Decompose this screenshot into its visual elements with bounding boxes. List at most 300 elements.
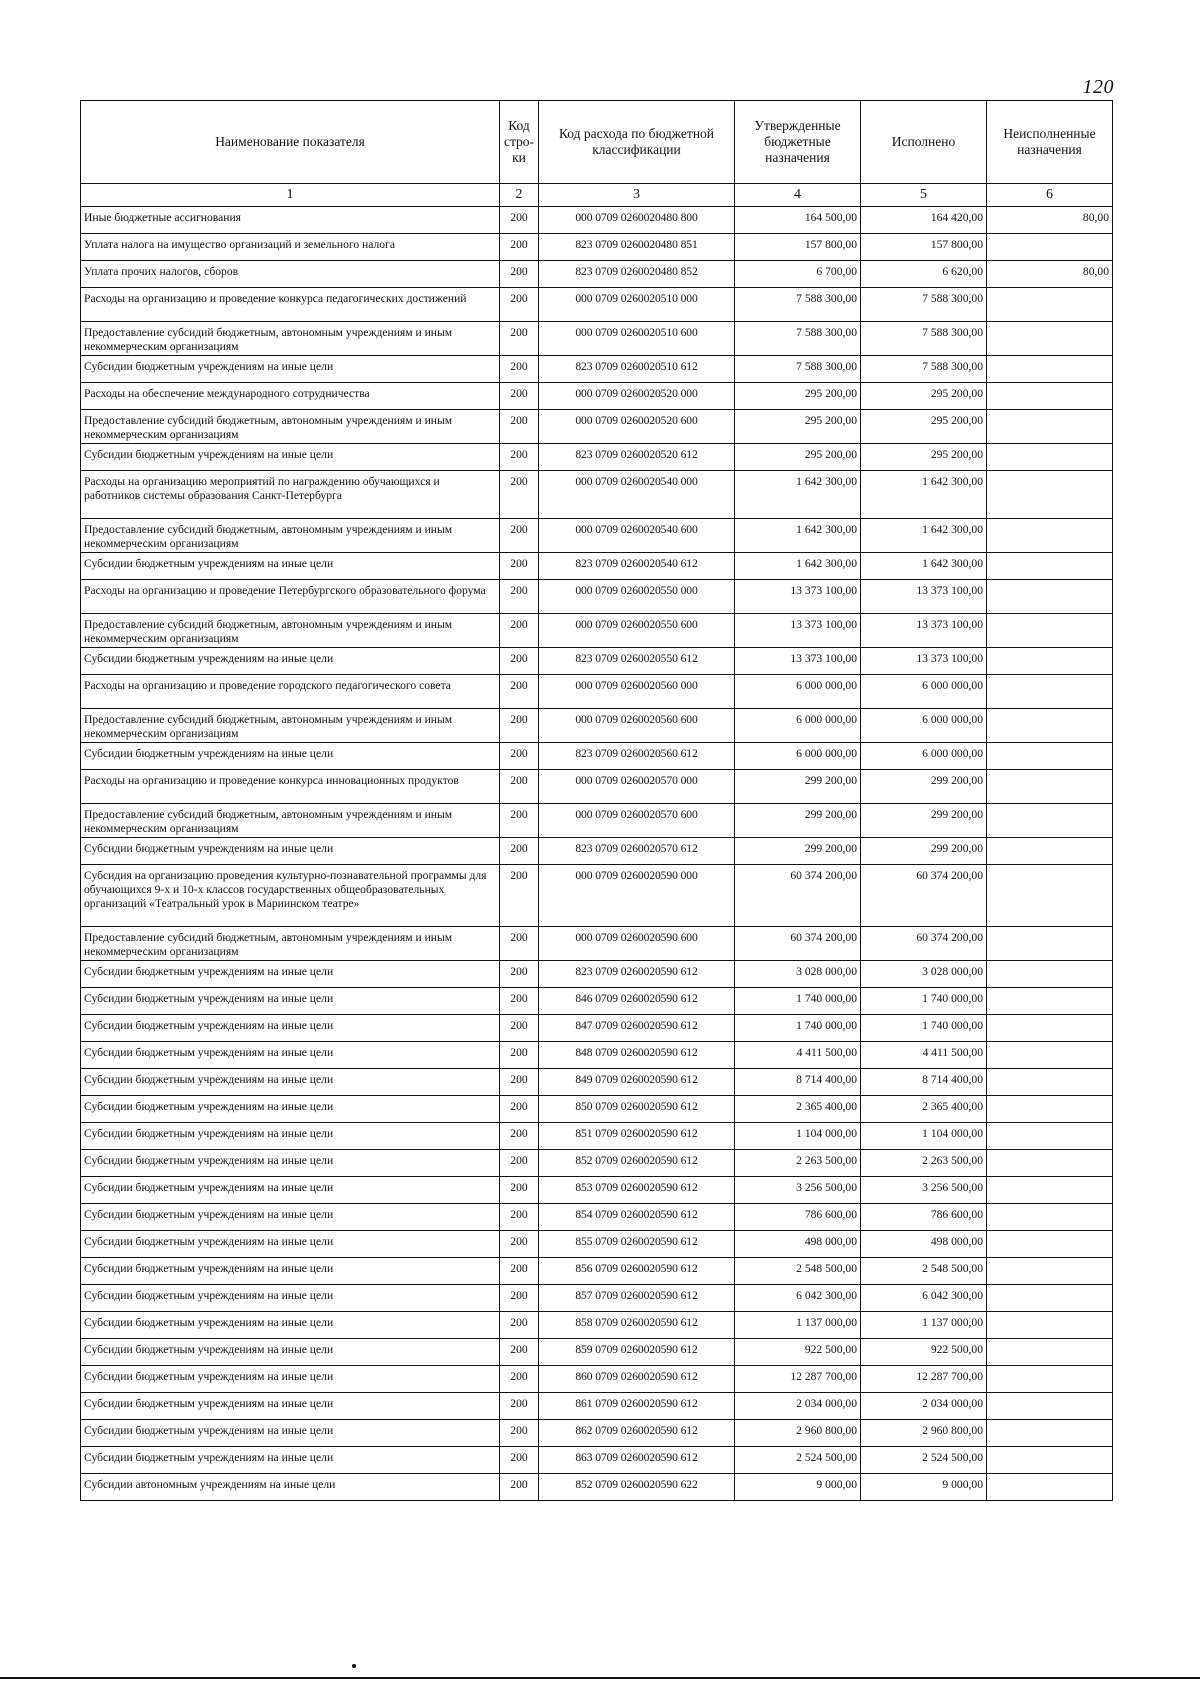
row-unexecuted [987, 1474, 1113, 1501]
row-unexecuted [987, 1366, 1113, 1393]
row-expense-code: 000 0709 0260020590 000 [539, 865, 735, 927]
row-expense-code: 849 0709 0260020590 612 [539, 1069, 735, 1096]
table-row [81, 471, 1113, 519]
row-approved: 299 200,00 [735, 770, 861, 804]
row-name: Расходы на организацию и проведение городского педагогического совета [81, 675, 500, 709]
row-approved: 1 642 300,00 [735, 471, 861, 519]
row-line-code: 200 [500, 261, 539, 288]
row-unexecuted [987, 1285, 1113, 1312]
row-line-code: 200 [500, 927, 539, 961]
row-expense-code: 863 0709 0260020590 612 [539, 1447, 735, 1474]
table-row [81, 1042, 1113, 1069]
row-line-code: 200 [500, 865, 539, 927]
row-name: Субсидии бюджетным учреждениям на иные цели [81, 1150, 500, 1177]
row-line-code: 200 [500, 1069, 539, 1096]
table-row [81, 1123, 1113, 1150]
row-approved: 1 740 000,00 [735, 1015, 861, 1042]
row-unexecuted [987, 1393, 1113, 1420]
row-name: Субсидии бюджетным учреждениям на иные цели [81, 356, 500, 383]
row-expense-code: 823 0709 0260020510 612 [539, 356, 735, 383]
row-expense-code: 823 0709 0260020520 612 [539, 444, 735, 471]
row-expense-code: 000 0709 0260020510 600 [539, 322, 735, 356]
row-name: Уплата прочих налогов, сборов [81, 261, 500, 288]
row-name: Субсидии бюджетным учреждениям на иные цели [81, 1393, 500, 1420]
row-executed: 13 373 100,00 [861, 580, 987, 614]
table-row [81, 519, 1113, 553]
table-row [81, 444, 1113, 471]
row-approved: 6 000 000,00 [735, 743, 861, 770]
row-approved: 299 200,00 [735, 838, 861, 865]
column-number: 3 [539, 184, 735, 207]
table-row [81, 1177, 1113, 1204]
row-approved: 3 256 500,00 [735, 1177, 861, 1204]
table-row [81, 322, 1113, 356]
row-approved: 4 411 500,00 [735, 1042, 861, 1069]
row-executed: 13 373 100,00 [861, 648, 987, 675]
row-executed: 7 588 300,00 [861, 322, 987, 356]
header-unexecuted: Неисполненные назначения [987, 101, 1113, 184]
row-executed: 8 714 400,00 [861, 1069, 987, 1096]
row-approved: 7 588 300,00 [735, 288, 861, 322]
row-name: Расходы на организацию и проведение конкурса педагогических достижений [81, 288, 500, 322]
row-unexecuted [987, 648, 1113, 675]
row-name: Субсидии бюджетным учреждениям на иные цели [81, 1447, 500, 1474]
row-unexecuted [987, 675, 1113, 709]
row-expense-code: 852 0709 0260020590 622 [539, 1474, 735, 1501]
row-name: Субсидии бюджетным учреждениям на иные цели [81, 961, 500, 988]
table-row [81, 865, 1113, 927]
row-name: Предоставление субсидий бюджетным, автономным учреждениям и иным некоммерческим организациям [81, 804, 500, 838]
row-unexecuted [987, 1312, 1113, 1339]
column-number: 4 [735, 184, 861, 207]
row-approved: 6 042 300,00 [735, 1285, 861, 1312]
row-executed: 2 548 500,00 [861, 1258, 987, 1285]
row-approved: 295 200,00 [735, 444, 861, 471]
row-unexecuted: 80,00 [987, 261, 1113, 288]
table-row [81, 743, 1113, 770]
row-expense-code: 000 0709 0260020540 000 [539, 471, 735, 519]
row-expense-code: 823 0709 0260020560 612 [539, 743, 735, 770]
row-unexecuted [987, 580, 1113, 614]
table-row [81, 1339, 1113, 1366]
table-row [81, 261, 1113, 288]
row-executed: 164 420,00 [861, 207, 987, 234]
row-name: Субсидии бюджетным учреждениям на иные цели [81, 1177, 500, 1204]
row-name: Предоставление субсидий бюджетным, автономным учреждениям и иным некоммерческим организациям [81, 519, 500, 553]
row-line-code: 200 [500, 410, 539, 444]
row-line-code: 200 [500, 1096, 539, 1123]
row-name: Уплата налога на имущество организаций и земельного налога [81, 234, 500, 261]
row-expense-code: 000 0709 0260020570 600 [539, 804, 735, 838]
budget-execution-table [80, 100, 1113, 1501]
row-approved: 2 365 400,00 [735, 1096, 861, 1123]
row-expense-code: 853 0709 0260020590 612 [539, 1177, 735, 1204]
row-expense-code: 000 0709 0260020550 600 [539, 614, 735, 648]
row-line-code: 200 [500, 1312, 539, 1339]
table-row [81, 988, 1113, 1015]
row-expense-code: 860 0709 0260020590 612 [539, 1366, 735, 1393]
row-executed: 299 200,00 [861, 838, 987, 865]
row-line-code: 200 [500, 743, 539, 770]
row-line-code: 200 [500, 1015, 539, 1042]
row-name: Субсидии бюджетным учреждениям на иные цели [81, 444, 500, 471]
table-row [81, 1420, 1113, 1447]
row-line-code: 200 [500, 1042, 539, 1069]
row-executed: 1 104 000,00 [861, 1123, 987, 1150]
row-executed: 295 200,00 [861, 444, 987, 471]
row-line-code: 200 [500, 1258, 539, 1285]
table-row [81, 288, 1113, 322]
row-expense-code: 000 0709 0260020560 000 [539, 675, 735, 709]
row-line-code: 200 [500, 1177, 539, 1204]
row-approved: 9 000,00 [735, 1474, 861, 1501]
row-expense-code: 823 0709 0260020480 851 [539, 234, 735, 261]
row-unexecuted [987, 356, 1113, 383]
row-line-code: 200 [500, 961, 539, 988]
row-executed: 299 200,00 [861, 804, 987, 838]
column-number: 1 [81, 184, 500, 207]
table-row [81, 1015, 1113, 1042]
header-executed: Исполнено [861, 101, 987, 184]
row-expense-code: 823 0709 0260020570 612 [539, 838, 735, 865]
row-unexecuted [987, 838, 1113, 865]
row-approved: 60 374 200,00 [735, 927, 861, 961]
row-unexecuted [987, 1339, 1113, 1366]
table-row [81, 356, 1113, 383]
row-executed: 2 263 500,00 [861, 1150, 987, 1177]
row-line-code: 200 [500, 444, 539, 471]
row-approved: 8 714 400,00 [735, 1069, 861, 1096]
row-approved: 2 524 500,00 [735, 1447, 861, 1474]
row-line-code: 200 [500, 1366, 539, 1393]
table-row [81, 1069, 1113, 1096]
row-expense-code: 823 0709 0260020480 852 [539, 261, 735, 288]
row-approved: 299 200,00 [735, 804, 861, 838]
row-name: Субсидии бюджетным учреждениям на иные цели [81, 1285, 500, 1312]
row-expense-code: 850 0709 0260020590 612 [539, 1096, 735, 1123]
row-unexecuted [987, 709, 1113, 743]
row-unexecuted [987, 553, 1113, 580]
row-name: Субсидии бюджетным учреждениям на иные цели [81, 1339, 500, 1366]
table-row [81, 838, 1113, 865]
row-name: Субсидии автономным учреждениям на иные цели [81, 1474, 500, 1501]
row-executed: 12 287 700,00 [861, 1366, 987, 1393]
row-unexecuted [987, 410, 1113, 444]
row-executed: 786 600,00 [861, 1204, 987, 1231]
row-expense-code: 000 0709 0260020590 600 [539, 927, 735, 961]
row-unexecuted [987, 988, 1113, 1015]
row-unexecuted [987, 288, 1113, 322]
row-expense-code: 848 0709 0260020590 612 [539, 1042, 735, 1069]
row-name: Субсидии бюджетным учреждениям на иные цели [81, 743, 500, 770]
row-line-code: 200 [500, 1339, 539, 1366]
table-row [81, 770, 1113, 804]
table-row [81, 1258, 1113, 1285]
table-body [81, 207, 1113, 1501]
row-line-code: 200 [500, 988, 539, 1015]
row-unexecuted [987, 1123, 1113, 1150]
row-name: Субсидии бюджетным учреждениям на иные цели [81, 1231, 500, 1258]
row-approved: 13 373 100,00 [735, 580, 861, 614]
table-header-row [81, 101, 1113, 184]
row-expense-code: 823 0709 0260020590 612 [539, 961, 735, 988]
row-expense-code: 854 0709 0260020590 612 [539, 1204, 735, 1231]
row-expense-code: 000 0709 0260020550 000 [539, 580, 735, 614]
row-unexecuted [987, 383, 1113, 410]
row-executed: 498 000,00 [861, 1231, 987, 1258]
row-line-code: 200 [500, 234, 539, 261]
row-executed: 6 000 000,00 [861, 743, 987, 770]
table-row [81, 1366, 1113, 1393]
row-name: Расходы на организацию и проведение конкурса инновационных продуктов [81, 770, 500, 804]
row-name: Субсидии бюджетным учреждениям на иные цели [81, 648, 500, 675]
row-approved: 7 588 300,00 [735, 322, 861, 356]
row-name: Предоставление субсидий бюджетным, автономным учреждениям и иным некоммерческим организациям [81, 322, 500, 356]
row-line-code: 200 [500, 614, 539, 648]
row-name: Субсидии бюджетным учреждениям на иные цели [81, 838, 500, 865]
row-approved: 2 034 000,00 [735, 1393, 861, 1420]
row-executed: 922 500,00 [861, 1339, 987, 1366]
row-line-code: 200 [500, 207, 539, 234]
row-line-code: 200 [500, 1123, 539, 1150]
row-line-code: 200 [500, 288, 539, 322]
row-approved: 13 373 100,00 [735, 614, 861, 648]
row-name: Субсидии бюджетным учреждениям на иные цели [81, 1204, 500, 1231]
column-number: 5 [861, 184, 987, 207]
table-row [81, 207, 1113, 234]
table-row [81, 709, 1113, 743]
row-line-code: 200 [500, 838, 539, 865]
row-unexecuted [987, 614, 1113, 648]
table-row [81, 1096, 1113, 1123]
table-row [81, 614, 1113, 648]
row-executed: 60 374 200,00 [861, 865, 987, 927]
row-approved: 295 200,00 [735, 383, 861, 410]
row-unexecuted [987, 322, 1113, 356]
row-approved: 13 373 100,00 [735, 648, 861, 675]
table-row [81, 1474, 1113, 1501]
row-unexecuted [987, 1447, 1113, 1474]
row-executed: 6 620,00 [861, 261, 987, 288]
row-executed: 2 960 800,00 [861, 1420, 987, 1447]
row-unexecuted [987, 804, 1113, 838]
row-line-code: 200 [500, 1285, 539, 1312]
row-unexecuted [987, 1204, 1113, 1231]
row-unexecuted [987, 1015, 1113, 1042]
row-name: Предоставление субсидий бюджетным, автономным учреждениям и иным некоммерческим организациям [81, 927, 500, 961]
page-number: 120 [1082, 76, 1114, 98]
header-approved: Утвержденные бюджетные назначения [735, 101, 861, 184]
row-line-code: 200 [500, 1474, 539, 1501]
row-unexecuted [987, 1150, 1113, 1177]
row-name: Предоставление субсидий бюджетным, автономным учреждениям и иным некоммерческим организациям [81, 410, 500, 444]
row-approved: 6 700,00 [735, 261, 861, 288]
table-row [81, 1312, 1113, 1339]
column-number: 6 [987, 184, 1113, 207]
table-row [81, 804, 1113, 838]
table-row [81, 580, 1113, 614]
row-line-code: 200 [500, 1393, 539, 1420]
row-expense-code: 859 0709 0260020590 612 [539, 1339, 735, 1366]
row-unexecuted [987, 444, 1113, 471]
row-line-code: 200 [500, 675, 539, 709]
row-line-code: 200 [500, 1231, 539, 1258]
row-unexecuted [987, 471, 1113, 519]
row-unexecuted [987, 743, 1113, 770]
header-line-code: Код стро-ки [500, 101, 539, 184]
row-name: Субсидия на организацию проведения культурно-познавательной программы для обучающихся 9-х и 10-х классов государственных общеобразовательных организаций «Театральный урок в Мариинском театре» [81, 865, 500, 927]
table-row [81, 1393, 1113, 1420]
row-approved: 164 500,00 [735, 207, 861, 234]
row-expense-code: 000 0709 0260020520 600 [539, 410, 735, 444]
table-row [81, 1150, 1113, 1177]
row-unexecuted [987, 1258, 1113, 1285]
row-approved: 7 588 300,00 [735, 356, 861, 383]
row-approved: 3 028 000,00 [735, 961, 861, 988]
row-name: Субсидии бюджетным учреждениям на иные цели [81, 1312, 500, 1339]
row-executed: 1 642 300,00 [861, 471, 987, 519]
row-line-code: 200 [500, 580, 539, 614]
table-row [81, 234, 1113, 261]
row-executed: 60 374 200,00 [861, 927, 987, 961]
row-unexecuted [987, 234, 1113, 261]
header-expense-code: Код расхода по бюджетной классификации [539, 101, 735, 184]
column-number-row [81, 184, 1113, 207]
row-name: Субсидии бюджетным учреждениям на иные цели [81, 1042, 500, 1069]
row-name: Расходы на обеспечение международного сотрудничества [81, 383, 500, 410]
row-executed: 3 028 000,00 [861, 961, 987, 988]
row-line-code: 200 [500, 1420, 539, 1447]
row-line-code: 200 [500, 519, 539, 553]
row-name: Субсидии бюджетным учреждениям на иные цели [81, 1420, 500, 1447]
row-executed: 295 200,00 [861, 383, 987, 410]
row-executed: 3 256 500,00 [861, 1177, 987, 1204]
table-row [81, 961, 1113, 988]
row-line-code: 200 [500, 383, 539, 410]
row-approved: 1 642 300,00 [735, 553, 861, 580]
row-unexecuted [987, 1042, 1113, 1069]
row-unexecuted [987, 1420, 1113, 1447]
row-name: Субсидии бюджетным учреждениям на иные цели [81, 1015, 500, 1042]
row-line-code: 200 [500, 1447, 539, 1474]
table-row [81, 675, 1113, 709]
row-expense-code: 858 0709 0260020590 612 [539, 1312, 735, 1339]
column-number: 2 [500, 184, 539, 207]
header-indicator-name: Наименование показателя [81, 101, 500, 184]
row-name: Субсидии бюджетным учреждениям на иные цели [81, 1069, 500, 1096]
row-unexecuted [987, 1069, 1113, 1096]
row-approved: 786 600,00 [735, 1204, 861, 1231]
row-approved: 1 740 000,00 [735, 988, 861, 1015]
row-expense-code: 000 0709 0260020480 800 [539, 207, 735, 234]
row-approved: 1 642 300,00 [735, 519, 861, 553]
row-expense-code: 851 0709 0260020590 612 [539, 1123, 735, 1150]
row-line-code: 200 [500, 1204, 539, 1231]
row-executed: 7 588 300,00 [861, 288, 987, 322]
row-executed: 6 000 000,00 [861, 709, 987, 743]
row-line-code: 200 [500, 356, 539, 383]
row-approved: 1 104 000,00 [735, 1123, 861, 1150]
row-name: Расходы на организацию и проведение Петербургского образовательного форума [81, 580, 500, 614]
row-expense-code: 823 0709 0260020550 612 [539, 648, 735, 675]
row-line-code: 200 [500, 1150, 539, 1177]
row-expense-code: 862 0709 0260020590 612 [539, 1420, 735, 1447]
row-approved: 6 000 000,00 [735, 709, 861, 743]
table-row [81, 1447, 1113, 1474]
table-row [81, 648, 1113, 675]
table-row [81, 383, 1113, 410]
row-name: Субсидии бюджетным учреждениям на иные цели [81, 1123, 500, 1150]
row-expense-code: 861 0709 0260020590 612 [539, 1393, 735, 1420]
row-executed: 7 588 300,00 [861, 356, 987, 383]
row-approved: 6 000 000,00 [735, 675, 861, 709]
row-unexecuted [987, 1177, 1113, 1204]
table-row [81, 410, 1113, 444]
row-unexecuted [987, 865, 1113, 927]
row-approved: 922 500,00 [735, 1339, 861, 1366]
row-approved: 295 200,00 [735, 410, 861, 444]
row-name: Субсидии бюджетным учреждениям на иные цели [81, 1366, 500, 1393]
row-name: Предоставление субсидий бюджетным, автономным учреждениям и иным некоммерческим организациям [81, 614, 500, 648]
row-approved: 157 800,00 [735, 234, 861, 261]
row-approved: 60 374 200,00 [735, 865, 861, 927]
row-expense-code: 852 0709 0260020590 612 [539, 1150, 735, 1177]
row-executed: 295 200,00 [861, 410, 987, 444]
row-expense-code: 000 0709 0260020540 600 [539, 519, 735, 553]
row-expense-code: 857 0709 0260020590 612 [539, 1285, 735, 1312]
row-expense-code: 000 0709 0260020510 000 [539, 288, 735, 322]
row-name: Иные бюджетные ассигнования [81, 207, 500, 234]
row-executed: 6 042 300,00 [861, 1285, 987, 1312]
row-unexecuted [987, 1096, 1113, 1123]
scan-speck [352, 1664, 356, 1668]
table-row [81, 1204, 1113, 1231]
row-expense-code: 856 0709 0260020590 612 [539, 1258, 735, 1285]
row-executed: 1 642 300,00 [861, 519, 987, 553]
row-executed: 6 000 000,00 [861, 675, 987, 709]
row-approved: 1 137 000,00 [735, 1312, 861, 1339]
row-approved: 2 960 800,00 [735, 1420, 861, 1447]
row-approved: 12 287 700,00 [735, 1366, 861, 1393]
table-row [81, 1231, 1113, 1258]
row-approved: 2 263 500,00 [735, 1150, 861, 1177]
row-executed: 1 740 000,00 [861, 1015, 987, 1042]
row-line-code: 200 [500, 770, 539, 804]
table-row [81, 553, 1113, 580]
table-row [81, 927, 1113, 961]
row-name: Субсидии бюджетным учреждениям на иные цели [81, 1096, 500, 1123]
row-approved: 498 000,00 [735, 1231, 861, 1258]
row-executed: 1 137 000,00 [861, 1312, 987, 1339]
row-executed: 1 642 300,00 [861, 553, 987, 580]
row-name: Субсидии бюджетным учреждениям на иные цели [81, 1258, 500, 1285]
row-line-code: 200 [500, 709, 539, 743]
table-row [81, 1285, 1113, 1312]
row-expense-code: 000 0709 0260020570 000 [539, 770, 735, 804]
row-name: Субсидии бюджетным учреждениям на иные цели [81, 553, 500, 580]
row-unexecuted [987, 1231, 1113, 1258]
row-expense-code: 847 0709 0260020590 612 [539, 1015, 735, 1042]
row-executed: 13 373 100,00 [861, 614, 987, 648]
row-executed: 1 740 000,00 [861, 988, 987, 1015]
row-name: Предоставление субсидий бюджетным, автономным учреждениям и иным некоммерческим организациям [81, 709, 500, 743]
row-line-code: 200 [500, 648, 539, 675]
row-line-code: 200 [500, 553, 539, 580]
row-unexecuted: 80,00 [987, 207, 1113, 234]
row-executed: 2 365 400,00 [861, 1096, 987, 1123]
row-unexecuted [987, 927, 1113, 961]
row-unexecuted [987, 961, 1113, 988]
